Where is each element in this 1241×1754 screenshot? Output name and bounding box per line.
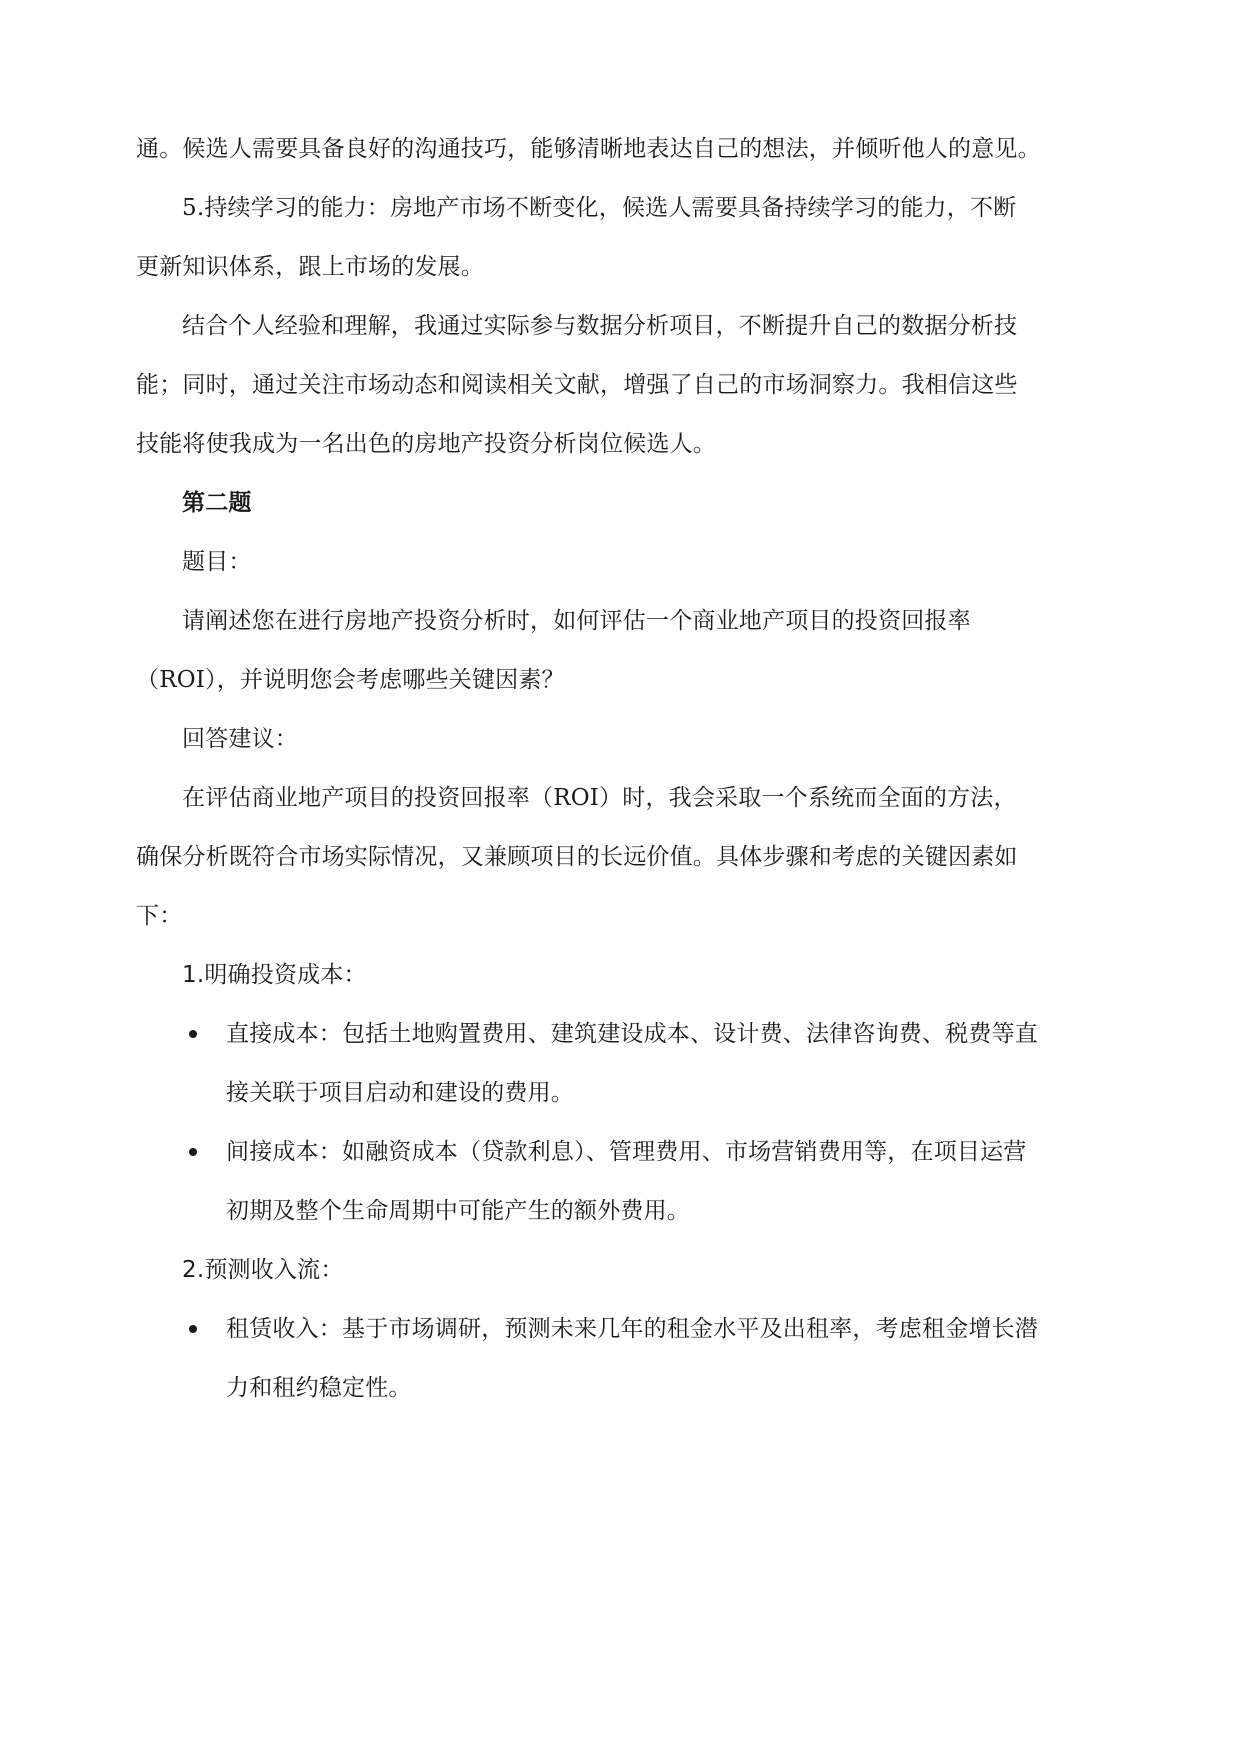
bullet-icon — [189, 1030, 197, 1038]
question-label: 题目： — [182, 549, 252, 575]
bullet-icon — [189, 1148, 197, 1156]
question-text: 请阐述您在进行房地产投资分析时，如何评估一个商业地产项目的投资回报率 — [182, 608, 971, 634]
answer-text: 确保分析既符合市场实际情况，又兼顾项目的长远价值。具体步骤和考虑的关键因素如 — [136, 844, 1018, 870]
section-heading: 第二题 — [182, 489, 252, 516]
answer-label: 回答建议： — [182, 726, 298, 752]
list-title: 2.预测收入流： — [182, 1257, 344, 1283]
paragraph-line: 结合个人经验和理解，我通过实际参与数据分析项目，不断提升自己的数据分析技 — [182, 313, 1018, 339]
answer-text: 下： — [136, 903, 183, 929]
paragraph-line: 通。候选人需要具备良好的沟通技巧，能够清晰地表达自己的想法，并倾听他人的意见。 — [136, 136, 1041, 162]
paragraph-line: 更新知识体系，跟上市场的发展。 — [136, 254, 484, 280]
list-item-line: 租赁收入：基于市场调研，预测未来几年的租金水平及出租率，考虑租金增长潜 — [226, 1316, 1038, 1342]
list-title: 1.明确投资成本： — [182, 962, 367, 988]
list-item-line: 直接成本：包括土地购置费用、建筑建设成本、设计费、法律咨询费、税费等直 — [226, 1021, 1038, 1047]
list-item-line: 间接成本：如融资成本（贷款利息）、管理费用、市场营销费用等，在项目运营 — [226, 1139, 1027, 1165]
list-item-line: 力和租约稳定性。 — [226, 1375, 412, 1401]
paragraph-line: 能；同时，通过关注市场动态和阅读相关文献，增强了自己的市场洞察力。我相信这些 — [136, 372, 1018, 398]
question-text: （ROI），并说明您会考虑哪些关键因素？ — [136, 667, 565, 693]
paragraph-line: 技能将使我成为一名出色的房地产投资分析岗位候选人。 — [136, 431, 716, 457]
list-item-line: 初期及整个生命周期中可能产生的额外费用。 — [226, 1198, 690, 1224]
bullet-icon — [189, 1325, 197, 1333]
list-item-line: 接关联于项目启动和建设的费用。 — [226, 1080, 574, 1106]
paragraph-line: 5.持续学习的能力：房地产市场不断变化，候选人需要具备持续学习的能力，不断 — [182, 195, 1017, 221]
answer-text: 在评估商业地产项目的投资回报率（ROI）时，我会采取一个系统而全面的方法， — [182, 785, 1017, 811]
